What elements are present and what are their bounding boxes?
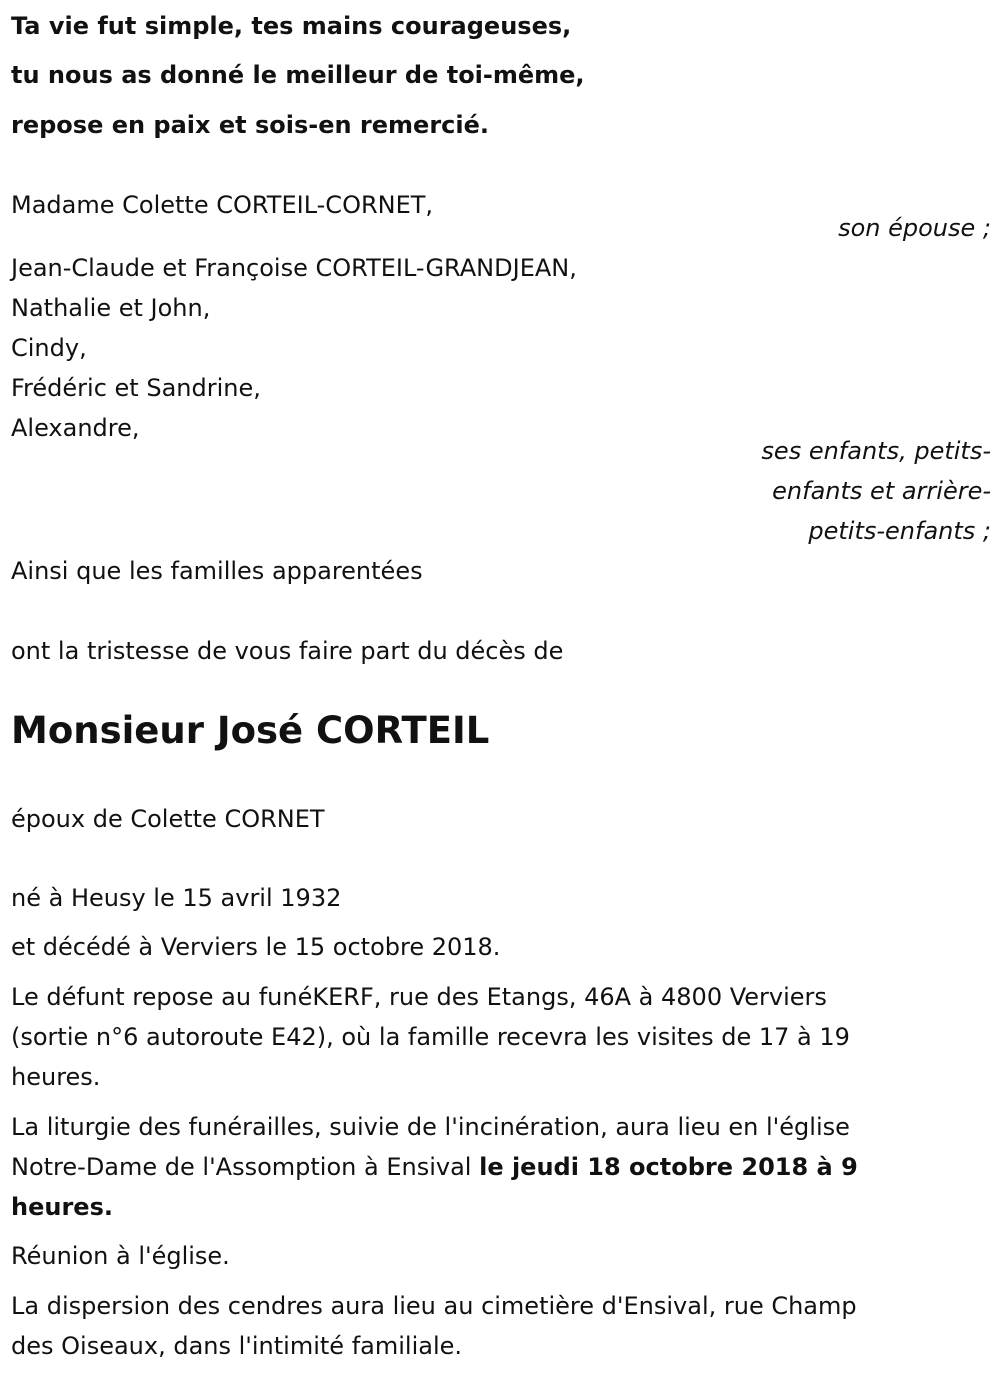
liturgy-line-1: La liturgie des funérailles, suivie de l'incinération, aura lieu en l'église	[11, 1113, 850, 1141]
child-line-5: Alexandre,	[11, 414, 140, 442]
obituary-notice	[11, 0, 991, 1380]
rest-line-3: heures.	[11, 1063, 101, 1091]
spouse-name: Madame Colette CORTEIL-CORNET,	[11, 191, 434, 219]
announcement-line: ont la tristesse de vous faire part du décès de	[11, 637, 564, 665]
spouse-role: son épouse ;	[838, 214, 991, 242]
children-role-line-3: petits-enfants ;	[808, 517, 991, 545]
dispersion-line-1: La dispersion des cendres aura lieu au cimetière d'Ensival, rue Champ	[11, 1292, 857, 1320]
children-role-line-1: ses enfants, petits-	[761, 437, 991, 465]
born-line: né à Heusy le 15 avril 1932	[11, 884, 342, 912]
poem-line-2: tu nous as donné le meilleur de toi-même,	[11, 61, 585, 89]
child-line-2: Nathalie et John,	[11, 294, 211, 322]
liturgy-date-time: le jeudi 18 octobre 2018 à 9	[479, 1153, 858, 1181]
liturgy-line-2	[11, 1147, 858, 1187]
poem-line-3: repose en paix et sois-en remercié.	[11, 111, 490, 139]
dispersion-line-2: des Oiseaux, dans l'intimité familiale.	[11, 1332, 463, 1360]
child-line-4: Frédéric et Sandrine,	[11, 374, 261, 402]
liturgy-line-2-plain: Notre-Dame de l'Assomption à Ensival	[11, 1153, 480, 1181]
rest-line-2: (sortie n°6 autoroute E42), où la famille recevra les visites de 17 à 19	[11, 1023, 850, 1051]
rest-line-1: Le défunt repose au funéKERF, rue des Etangs, 46A à 4800 Verviers	[11, 983, 827, 1011]
poem-line-1: Ta vie fut simple, tes mains courageuses,	[11, 12, 572, 40]
died-line: et décédé à Verviers le 15 octobre 2018.	[11, 933, 501, 961]
liturgy-line-3: heures.	[11, 1193, 113, 1221]
child-line-3: Cindy,	[11, 334, 87, 362]
spouse-of-line: époux de Colette CORNET	[11, 805, 325, 833]
children-role-line-2: enfants et arrière-	[772, 477, 991, 505]
meeting-line: Réunion à l'église.	[11, 1242, 230, 1270]
deceased-name: Monsieur José CORTEIL	[11, 709, 490, 752]
relatives-line: Ainsi que les familles apparentées	[11, 557, 423, 585]
child-line-1: Jean-Claude et Françoise CORTEIL-GRANDJEAN,	[11, 254, 577, 282]
